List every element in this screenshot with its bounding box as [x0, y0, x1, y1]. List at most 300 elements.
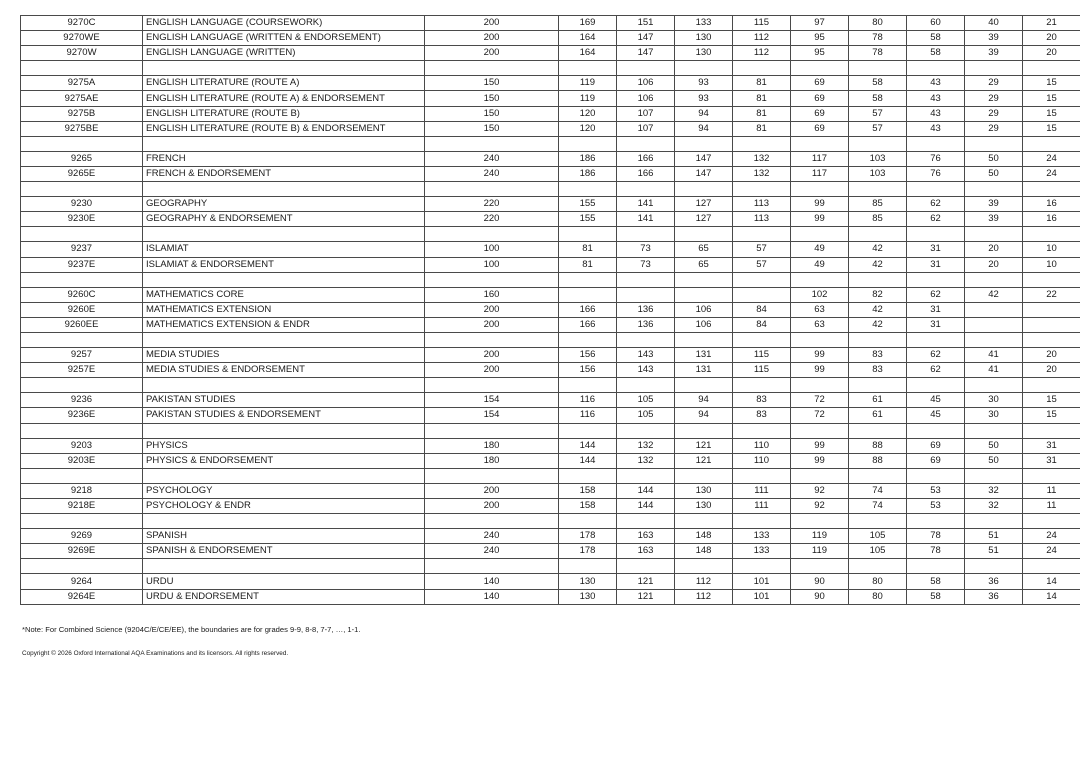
spacer-row — [21, 378, 1080, 393]
empty-cell — [675, 514, 733, 529]
grade-boundary-cell: 30 — [965, 393, 1023, 408]
grade-boundary-cell: 156 — [559, 348, 617, 363]
grade-boundary-cell — [675, 287, 733, 302]
specification-code-cell: 9270W — [21, 46, 143, 61]
grade-boundary-cell: 62 — [907, 363, 965, 378]
spacer-row — [21, 182, 1080, 197]
empty-cell — [21, 61, 143, 76]
specification-code-cell: 9265E — [21, 166, 143, 181]
empty-cell — [1023, 468, 1080, 483]
grade-boundary-cell: 103 — [849, 166, 907, 181]
empty-cell — [1023, 559, 1080, 574]
grade-boundary-cell — [1023, 317, 1080, 332]
grade-boundaries-table — [20, 15, 1080, 605]
empty-cell — [907, 182, 965, 197]
empty-cell — [1023, 332, 1080, 347]
max-mark-cell: 240 — [425, 529, 559, 544]
grade-boundary-cell: 158 — [559, 499, 617, 514]
table-row — [21, 46, 1080, 61]
grade-boundary-cell: 24 — [1023, 529, 1080, 544]
grade-boundary-cell: 99 — [791, 212, 849, 227]
grade-boundary-cell: 119 — [791, 544, 849, 559]
grade-boundary-cell: 31 — [907, 302, 965, 317]
subject-title-cell: MEDIA STUDIES & ENDORSEMENT — [143, 363, 425, 378]
grade-boundary-cell: 20 — [1023, 363, 1080, 378]
table-row — [21, 544, 1080, 559]
grade-boundary-cell: 45 — [907, 408, 965, 423]
subject-title-cell: URDU — [143, 574, 425, 589]
grade-boundary-cell: 99 — [791, 453, 849, 468]
specification-code-cell: 9257E — [21, 363, 143, 378]
empty-cell — [21, 182, 143, 197]
grade-boundary-cell: 76 — [907, 151, 965, 166]
empty-cell — [143, 378, 425, 393]
grade-boundary-cell: 36 — [965, 589, 1023, 604]
specification-code-cell: 9275B — [21, 106, 143, 121]
grade-boundary-cell: 29 — [965, 106, 1023, 121]
grade-boundary-cell: 88 — [849, 453, 907, 468]
table-row — [21, 453, 1080, 468]
grade-boundary-cell: 43 — [907, 76, 965, 91]
empty-cell — [425, 182, 559, 197]
table-row — [21, 589, 1080, 604]
specification-code-cell: 9236 — [21, 393, 143, 408]
grade-boundary-cell: 15 — [1023, 408, 1080, 423]
grade-boundary-cell: 112 — [733, 46, 791, 61]
specification-code-cell: 9264 — [21, 574, 143, 589]
grade-boundary-cell: 186 — [559, 166, 617, 181]
grade-boundary-cell: 119 — [559, 91, 617, 106]
empty-cell — [907, 423, 965, 438]
empty-cell — [849, 272, 907, 287]
empty-cell — [907, 61, 965, 76]
grade-boundary-cell: 119 — [559, 76, 617, 91]
grade-boundary-cell: 144 — [617, 483, 675, 498]
grade-boundary-cell: 115 — [733, 16, 791, 31]
grade-boundary-cell: 99 — [791, 348, 849, 363]
grade-boundary-cell: 31 — [907, 317, 965, 332]
grade-boundary-cell: 92 — [791, 499, 849, 514]
empty-cell — [425, 559, 559, 574]
specification-code-cell: 9265 — [21, 151, 143, 166]
empty-cell — [1023, 272, 1080, 287]
grade-boundary-cell: 20 — [965, 257, 1023, 272]
empty-cell — [907, 136, 965, 151]
grade-boundary-cell: 84 — [733, 317, 791, 332]
grade-boundary-cell: 166 — [617, 151, 675, 166]
empty-cell — [733, 559, 791, 574]
grade-boundary-cell: 72 — [791, 393, 849, 408]
spacer-row — [21, 272, 1080, 287]
grade-boundary-cell: 49 — [791, 257, 849, 272]
grade-boundary-cell: 130 — [559, 589, 617, 604]
grade-boundary-cell: 99 — [791, 438, 849, 453]
grade-boundary-cell: 105 — [849, 529, 907, 544]
empty-cell — [849, 227, 907, 242]
grade-boundary-cell: 81 — [733, 121, 791, 136]
grade-boundary-cell: 115 — [733, 363, 791, 378]
spacer-row — [21, 559, 1080, 574]
spacer-row — [21, 227, 1080, 242]
grade-boundary-cell: 144 — [559, 438, 617, 453]
grade-boundary-cell: 121 — [617, 574, 675, 589]
empty-cell — [965, 136, 1023, 151]
grade-boundary-cell: 74 — [849, 499, 907, 514]
empty-cell — [675, 378, 733, 393]
empty-cell — [617, 272, 675, 287]
grade-boundary-cell: 69 — [907, 438, 965, 453]
table-row — [21, 76, 1080, 91]
grade-boundary-cell: 130 — [675, 483, 733, 498]
empty-cell — [617, 378, 675, 393]
empty-cell — [791, 423, 849, 438]
grade-boundary-cell: 72 — [791, 408, 849, 423]
table-row — [21, 197, 1080, 212]
grade-boundary-cell: 105 — [617, 393, 675, 408]
grade-boundary-cell: 136 — [617, 302, 675, 317]
grade-boundary-cell — [1023, 302, 1080, 317]
grade-boundary-cell: 117 — [791, 166, 849, 181]
grade-boundary-cell: 97 — [791, 16, 849, 31]
grade-boundary-cell: 103 — [849, 151, 907, 166]
grade-boundary-cell: 83 — [733, 393, 791, 408]
empty-cell — [965, 227, 1023, 242]
empty-cell — [559, 514, 617, 529]
grade-boundary-cell: 101 — [733, 574, 791, 589]
subject-title-cell: PHYSICS & ENDORSEMENT — [143, 453, 425, 468]
table-row — [21, 166, 1080, 181]
grade-boundary-cell: 73 — [617, 257, 675, 272]
empty-cell — [559, 423, 617, 438]
grade-boundary-cell: 112 — [675, 589, 733, 604]
subject-title-cell: SPANISH — [143, 529, 425, 544]
empty-cell — [965, 332, 1023, 347]
max-mark-cell: 100 — [425, 257, 559, 272]
specification-code-cell: 9260EE — [21, 317, 143, 332]
grade-boundary-cell: 50 — [965, 438, 1023, 453]
empty-cell — [143, 423, 425, 438]
empty-cell — [143, 136, 425, 151]
grade-boundary-cell: 60 — [907, 16, 965, 31]
table-row — [21, 529, 1080, 544]
grade-boundary-cell: 43 — [907, 106, 965, 121]
grade-boundary-cell: 53 — [907, 483, 965, 498]
empty-cell — [675, 227, 733, 242]
grade-boundary-cell: 121 — [675, 453, 733, 468]
subject-title-cell: MEDIA STUDIES — [143, 348, 425, 363]
empty-cell — [559, 559, 617, 574]
empty-cell — [143, 182, 425, 197]
spacer-row — [21, 332, 1080, 347]
empty-cell — [733, 514, 791, 529]
empty-cell — [21, 227, 143, 242]
specification-code-cell: 9218 — [21, 483, 143, 498]
grade-boundary-cell: 148 — [675, 529, 733, 544]
grade-boundary-cell: 155 — [559, 197, 617, 212]
max-mark-cell: 200 — [425, 46, 559, 61]
table-row — [21, 499, 1080, 514]
grade-boundary-cell: 130 — [675, 499, 733, 514]
table-row — [21, 212, 1080, 227]
grade-boundary-cell: 130 — [675, 46, 733, 61]
grade-boundary-cell: 43 — [907, 121, 965, 136]
empty-cell — [617, 423, 675, 438]
max-mark-cell: 180 — [425, 453, 559, 468]
specification-code-cell: 9203E — [21, 453, 143, 468]
specification-code-cell: 9275A — [21, 76, 143, 91]
specification-code-cell: 9236E — [21, 408, 143, 423]
grade-boundary-cell: 83 — [733, 408, 791, 423]
specification-code-cell: 9269 — [21, 529, 143, 544]
empty-cell — [907, 559, 965, 574]
grade-boundary-cell: 61 — [849, 408, 907, 423]
max-mark-cell: 200 — [425, 499, 559, 514]
grade-boundary-cell: 90 — [791, 589, 849, 604]
grade-boundary-cell: 31 — [907, 257, 965, 272]
specification-code-cell: 9270WE — [21, 31, 143, 46]
grade-boundary-cell: 57 — [733, 242, 791, 257]
grade-boundary-cell: 107 — [617, 121, 675, 136]
grade-boundary-cell: 88 — [849, 438, 907, 453]
grade-boundary-cell: 42 — [849, 242, 907, 257]
empty-cell — [617, 136, 675, 151]
empty-cell — [21, 272, 143, 287]
grade-boundary-cell: 82 — [849, 287, 907, 302]
grade-boundary-cell: 85 — [849, 212, 907, 227]
empty-cell — [425, 468, 559, 483]
empty-cell — [849, 514, 907, 529]
grade-boundary-cell: 111 — [733, 483, 791, 498]
grade-boundary-cell: 78 — [849, 31, 907, 46]
empty-cell — [791, 136, 849, 151]
table-row — [21, 483, 1080, 498]
specification-code-cell: 9275BE — [21, 121, 143, 136]
grade-boundary-cell: 62 — [907, 348, 965, 363]
grade-boundary-cell: 42 — [849, 317, 907, 332]
table-row — [21, 242, 1080, 257]
empty-cell — [143, 227, 425, 242]
empty-cell — [675, 182, 733, 197]
max-mark-cell: 240 — [425, 166, 559, 181]
empty-cell — [1023, 182, 1080, 197]
subject-title-cell: ENGLISH LANGUAGE (WRITTEN & ENDORSEMENT) — [143, 31, 425, 46]
grade-boundary-cell: 90 — [791, 574, 849, 589]
grade-boundary-cell: 32 — [965, 499, 1023, 514]
empty-cell — [21, 332, 143, 347]
max-mark-cell: 150 — [425, 106, 559, 121]
grade-boundary-cell: 120 — [559, 106, 617, 121]
max-mark-cell: 160 — [425, 287, 559, 302]
grade-boundary-cell: 144 — [617, 499, 675, 514]
subject-title-cell: ENGLISH LITERATURE (ROUTE A) & ENDORSEMENT — [143, 91, 425, 106]
spacer-row — [21, 468, 1080, 483]
grade-boundary-cell: 31 — [907, 242, 965, 257]
grade-boundary-cell: 50 — [965, 453, 1023, 468]
grade-boundary-cell: 69 — [791, 91, 849, 106]
grade-boundary-cell: 31 — [1023, 453, 1080, 468]
empty-cell — [849, 468, 907, 483]
max-mark-cell: 154 — [425, 408, 559, 423]
grade-boundary-cell: 116 — [559, 393, 617, 408]
empty-cell — [143, 332, 425, 347]
empty-cell — [791, 272, 849, 287]
table-row — [21, 121, 1080, 136]
grade-boundary-cell: 53 — [907, 499, 965, 514]
table-row — [21, 393, 1080, 408]
empty-cell — [559, 227, 617, 242]
specification-code-cell: 9275AE — [21, 91, 143, 106]
grade-boundary-cell: 51 — [965, 544, 1023, 559]
grade-boundary-cell: 80 — [849, 574, 907, 589]
grade-boundary-cell: 15 — [1023, 76, 1080, 91]
specification-code-cell: 9260C — [21, 287, 143, 302]
grade-boundary-cell: 62 — [907, 197, 965, 212]
empty-cell — [849, 182, 907, 197]
grade-boundary-cell: 101 — [733, 589, 791, 604]
empty-cell — [1023, 227, 1080, 242]
grade-boundary-cell: 113 — [733, 197, 791, 212]
subject-title-cell: FRENCH & ENDORSEMENT — [143, 166, 425, 181]
empty-cell — [791, 332, 849, 347]
grade-boundary-cell: 10 — [1023, 242, 1080, 257]
grade-boundary-cell: 107 — [617, 106, 675, 121]
grade-boundary-cell: 15 — [1023, 91, 1080, 106]
grade-boundary-cell: 85 — [849, 197, 907, 212]
max-mark-cell: 150 — [425, 91, 559, 106]
empty-cell — [559, 468, 617, 483]
grade-boundary-cell: 106 — [617, 91, 675, 106]
grade-boundary-cell: 65 — [675, 242, 733, 257]
grade-boundary-cell — [559, 287, 617, 302]
empty-cell — [1023, 514, 1080, 529]
empty-cell — [617, 514, 675, 529]
spacer-row — [21, 423, 1080, 438]
max-mark-cell: 180 — [425, 438, 559, 453]
max-mark-cell: 240 — [425, 151, 559, 166]
max-mark-cell: 140 — [425, 589, 559, 604]
subject-title-cell: ENGLISH LANGUAGE (COURSEWORK) — [143, 16, 425, 31]
grade-boundary-cell: 106 — [675, 317, 733, 332]
footnote: *Note: For Combined Science (9204C/E/CE/EE), the boundaries are for grades 9-9, 8-8, 7-7, …, 1-1. — [22, 625, 361, 634]
grade-boundary-cell: 110 — [733, 453, 791, 468]
grade-boundary-cell: 51 — [965, 529, 1023, 544]
grade-boundary-cell: 11 — [1023, 483, 1080, 498]
empty-cell — [559, 332, 617, 347]
specification-code-cell: 9270C — [21, 16, 143, 31]
grade-boundary-cell: 110 — [733, 438, 791, 453]
table-row — [21, 348, 1080, 363]
specification-code-cell: 9230E — [21, 212, 143, 227]
empty-cell — [733, 136, 791, 151]
spacer-row — [21, 514, 1080, 529]
grade-boundary-cell: 143 — [617, 348, 675, 363]
table-row — [21, 106, 1080, 121]
copyright-notice: Copyright © 2026 Oxford International AQA Examinations and its licensors. All rights reserved. — [22, 650, 289, 657]
empty-cell — [965, 272, 1023, 287]
grade-boundary-cell: 29 — [965, 91, 1023, 106]
empty-cell — [965, 514, 1023, 529]
grade-boundary-cell: 22 — [1023, 287, 1080, 302]
grade-boundary-cell: 50 — [965, 166, 1023, 181]
empty-cell — [791, 227, 849, 242]
grade-boundary-cell: 147 — [617, 31, 675, 46]
grade-boundary-cell: 11 — [1023, 499, 1080, 514]
empty-cell — [907, 227, 965, 242]
empty-cell — [733, 227, 791, 242]
empty-cell — [733, 182, 791, 197]
subject-title-cell: ISLAMIAT — [143, 242, 425, 257]
grade-boundary-cell: 21 — [1023, 16, 1080, 31]
grade-boundary-cell: 94 — [675, 393, 733, 408]
grade-boundary-cell: 95 — [791, 31, 849, 46]
empty-cell — [791, 468, 849, 483]
grade-boundary-cell: 14 — [1023, 574, 1080, 589]
grade-boundary-cell: 78 — [907, 529, 965, 544]
spacer-row — [21, 136, 1080, 151]
grade-boundary-cell: 58 — [907, 31, 965, 46]
grade-boundary-cell: 166 — [559, 302, 617, 317]
specification-code-cell: 9203 — [21, 438, 143, 453]
grade-boundary-cell: 186 — [559, 151, 617, 166]
grade-boundary-cell: 57 — [849, 121, 907, 136]
empty-cell — [425, 136, 559, 151]
grade-boundary-cell: 39 — [965, 197, 1023, 212]
grade-boundary-cell: 62 — [907, 287, 965, 302]
grade-boundary-cell: 24 — [1023, 151, 1080, 166]
table-row — [21, 151, 1080, 166]
grade-boundary-cell: 58 — [907, 589, 965, 604]
max-mark-cell: 200 — [425, 16, 559, 31]
grade-boundary-cell: 57 — [733, 257, 791, 272]
max-mark-cell: 140 — [425, 574, 559, 589]
grade-boundary-cell: 62 — [907, 212, 965, 227]
empty-cell — [143, 468, 425, 483]
grade-boundary-cell: 81 — [733, 76, 791, 91]
max-mark-cell: 220 — [425, 197, 559, 212]
grade-boundary-cell: 130 — [675, 31, 733, 46]
grade-boundary-cell: 131 — [675, 363, 733, 378]
grade-boundary-cell: 43 — [907, 91, 965, 106]
subject-title-cell: GEOGRAPHY & ENDORSEMENT — [143, 212, 425, 227]
empty-cell — [1023, 423, 1080, 438]
empty-cell — [559, 61, 617, 76]
empty-cell — [733, 378, 791, 393]
grade-boundary-cell: 83 — [849, 348, 907, 363]
grade-boundary-cell: 93 — [675, 91, 733, 106]
grade-boundary-cell: 147 — [675, 151, 733, 166]
grade-boundary-cell: 63 — [791, 302, 849, 317]
grade-boundary-cell: 93 — [675, 76, 733, 91]
grade-boundary-cell: 121 — [675, 438, 733, 453]
grade-boundary-cell: 69 — [907, 453, 965, 468]
grade-boundary-cell: 143 — [617, 363, 675, 378]
empty-cell — [617, 332, 675, 347]
empty-cell — [849, 61, 907, 76]
max-mark-cell: 200 — [425, 348, 559, 363]
grade-boundary-cell: 76 — [907, 166, 965, 181]
grade-boundary-cell: 29 — [965, 76, 1023, 91]
empty-cell — [617, 559, 675, 574]
empty-cell — [675, 423, 733, 438]
subject-title-cell: PAKISTAN STUDIES & ENDORSEMENT — [143, 408, 425, 423]
grade-boundary-cell: 99 — [791, 363, 849, 378]
table-row — [21, 408, 1080, 423]
subject-title-cell: PHYSICS — [143, 438, 425, 453]
subject-title-cell: MATHEMATICS EXTENSION — [143, 302, 425, 317]
empty-cell — [791, 61, 849, 76]
grade-boundary-cell: 151 — [617, 16, 675, 31]
subject-title-cell: PSYCHOLOGY — [143, 483, 425, 498]
